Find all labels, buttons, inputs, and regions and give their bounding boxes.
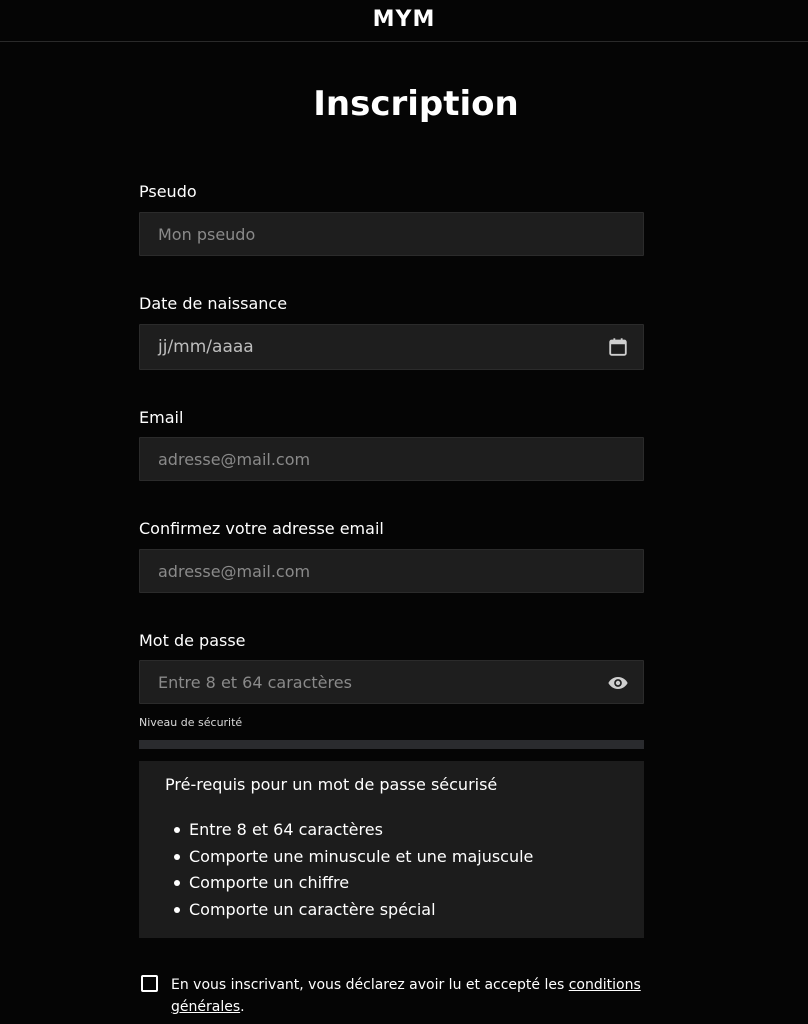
bullet-icon xyxy=(174,854,180,860)
terms-sentence: En vous inscrivant, vous déclarez avoir lu et accepté les xyxy=(171,977,569,993)
pseudo-input[interactable] xyxy=(140,213,643,255)
password-label: Mot de passe xyxy=(139,631,246,650)
password-field[interactable] xyxy=(139,660,644,704)
email-confirm-field[interactable] xyxy=(139,549,644,593)
requirements-title: Pré-requis pour un mot de passe sécurisé xyxy=(165,775,498,794)
requirement-item xyxy=(165,897,533,924)
requirements-list xyxy=(165,817,533,923)
birthdate-field[interactable] xyxy=(139,324,644,370)
terms-row xyxy=(139,972,644,1020)
email-label: Email xyxy=(139,408,184,427)
bullet-icon xyxy=(174,827,180,833)
eye-icon[interactable] xyxy=(607,672,629,694)
pseudo-label: Pseudo xyxy=(139,182,197,201)
birthdate-placeholder: jj/mm/aaaa xyxy=(158,337,254,357)
terms-conditions-link[interactable]: conditions générales xyxy=(171,977,641,1015)
requirement-text: Entre 8 et 64 caractères xyxy=(189,820,383,839)
mym-logo[interactable]: MYM xyxy=(372,7,436,32)
requirement-item xyxy=(165,870,533,897)
password-requirements xyxy=(139,761,644,938)
password-input[interactable] xyxy=(140,661,643,703)
page-title: Inscription xyxy=(313,84,519,124)
email-input[interactable] xyxy=(140,438,643,480)
terms-checkbox[interactable] xyxy=(141,975,158,992)
calendar-icon[interactable] xyxy=(607,336,629,358)
requirement-item xyxy=(165,844,533,871)
email-confirm-label: Confirmez votre adresse email xyxy=(139,519,384,538)
pseudo-field[interactable] xyxy=(139,212,644,256)
security-level-label: Niveau de sécurité xyxy=(139,716,243,729)
email-field[interactable] xyxy=(139,437,644,481)
bullet-icon xyxy=(174,907,180,913)
top-bar xyxy=(0,0,808,42)
email-confirm-input[interactable] xyxy=(140,550,643,592)
bullet-icon xyxy=(174,880,180,886)
security-level-bar xyxy=(139,740,644,749)
requirement-text: Comporte un chiffre xyxy=(189,873,350,892)
requirement-text: Comporte un caractère spécial xyxy=(189,899,436,919)
terms-text xyxy=(171,974,641,1018)
requirement-text: Comporte une minuscule et une majuscule xyxy=(189,846,534,866)
requirement-item xyxy=(165,817,533,844)
birthdate-label: Date de naissance xyxy=(139,294,288,313)
terms-suffix: . xyxy=(240,999,245,1015)
